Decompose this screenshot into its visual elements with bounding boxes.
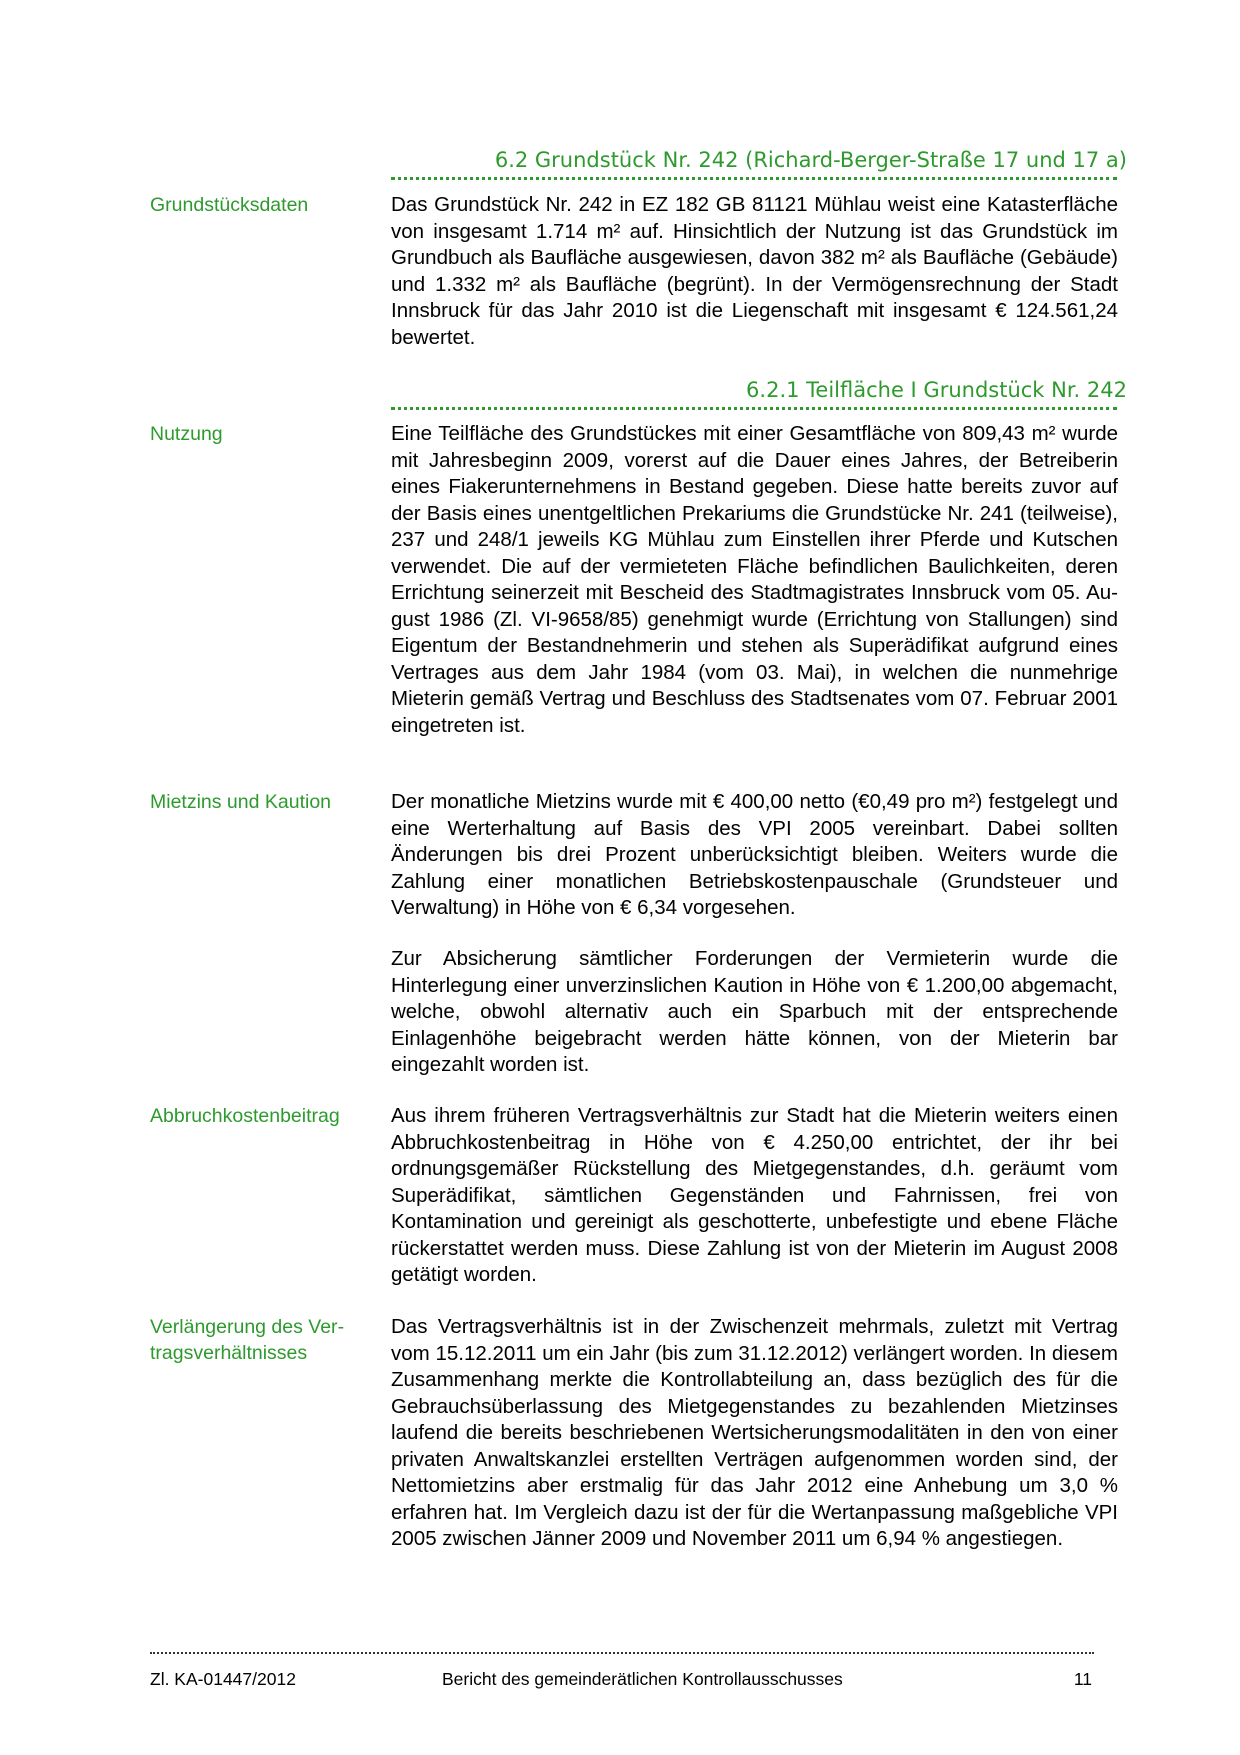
paragraph-verlaengerung: Das Vertragsverhältnis ist in der Zwischenzeit mehrmals, zuletzt mit Vertrag vom 15.12.2011 um ein Jahr (bis zum 31.12.2012) verlängert worden. In diesem Zusammenhang merkte die Kontrollabteilung an, dass bezüglich des für die Gebrauchsüberlassung des Mietgegenstandes zu bezahlenden Mietzinses laufend die bereits beschriebenen Wertsicherungsmodalitäten in den von einer privaten Anwaltskanzlei erstellten Verträgen aufgenommen worden sind, der Nettomietzins aber erstmalig für das Jahr 2012 eine Anhebung um 3,0 % erfahren hat. Im Vergleich dazu ist der für die Wertanpassung maßgebliche VPI 2005 zwischen Jänner 2009 und November 2011 um 6,94 % angestiegen. [391, 1315, 1118, 1550]
section-heading-rule [391, 177, 1117, 180]
page-number: 11 [1073, 1669, 1092, 1689]
footer-title: Bericht des gemeinderätlichen Kontrollausschusses [442, 1669, 843, 1689]
paragraph-nutzung: Eine Teilfläche des Grundstückes mit einer Gesamtfläche von 809,43 m² wurde mit Jahresbeginn 2009, vorerst auf die Dauer eines Jahres, der Betreiberin eines Fiakerunternehmens in Bestand gegeben. Diese hatte bereits zuvor auf der Basis eines unentgeltlichen Prekariums die Grundstücke Nr. 241 (teilweise), 237 und 248/1 jeweils KG Mühlau zum Einstellen ihrer Pferde und Kutschen verwendet. Die auf der vermieteten Fläche befindlichen Baulichkeiten, deren Errichtung seinerzeit mit Bescheid des Stadtmagistrates Innsbruck vom 05. August 1986 (Zl. VI-9658/85) genehmigt wurde (Errichtung von Stallungen) sind Eigentum der Bestandnehmerin und stehen als Superädifikat aufgrund eines Vertrages aus dem Jahr 1984 (vom 03. Mai), in welchen die nunmehrige Mieterin gemäß Vertrag und Beschluss des Stadtsenates vom 07. Februar 2001 eingetreten ist. [391, 422, 1118, 737]
paragraph-kaution: Zur Absicherung sämtlicher Forderungen der Vermieterin wurde die Hinterlegung einer unverzinslichen Kaution in Höhe von € 1.200,00 abgemacht, welche, obwohl alternativ auch ein Sparbuch mit der entsprechende Einlagenhöhe beigebracht werden hätte können, von der Mieterin bar eingezahlt worden ist. [391, 947, 1118, 1076]
paragraph-abbruchkostenbeitrag: Aus ihrem früheren Vertragsverhältnis zur Stadt hat die Mieterin weiters einen Abbruchkostenbeitrag in Höhe von € 4.250,00 entrichtet, der ihr bei ordnungsgemäßer Rückstellung des Mietgegenstandes, d.h. geräumt vom Superädifikat, sämtlichen Gegenständen und Fahrnissen, frei von Kontamination und gereinigt als geschotterte, unbefestigte und ebene Fläche rückerstattet werden muss. Diese Zahlung ist von der Mieterin im August 2008 getätigt worden. [391, 1104, 1118, 1286]
subsection-heading-rule [391, 407, 1117, 410]
subsection-heading: 6.2.1 Teilfläche I Grundstück Nr. 242 [746, 378, 1127, 402]
footer-reference: Zl. KA-01447/2012 [150, 1669, 296, 1689]
margin-label-nutzung: Nutzung [150, 423, 223, 445]
footer-rule [150, 1652, 1094, 1654]
margin-label-verlaengerung: Verlängerung des Vertragsverhältnisses [150, 1316, 345, 1364]
margin-label-mietzins-und-kaution: Mietzins und Kaution [150, 791, 332, 813]
paragraph-grundstuecksdaten: Das Grundstück Nr. 242 in EZ 182 GB 81121 Mühlau weist eine Katasterfläche von insgesamt 1.714 m² auf. Hinsichtlich der Nutzung ist das Grundstück im Grundbuch als Baufläche ausgewiesen, davon 382 m² als Baufläche (Gebäude) und 1.332 m² als Baufläche (begrünt). In der Vermögensrechnung der Stadt Innsbruck für das Jahr 2010 ist die Liegenschaft mit insgesamt € 124.561,24 bewertet. [391, 193, 1118, 349]
margin-label-grundstuecksdaten: Grundstücksdaten [150, 194, 309, 216]
paragraph-mietzins: Der monatliche Mietzins wurde mit € 400,00 netto (€0,49 pro m²) festgelegt und eine Werterhaltung auf Basis des VPI 2005 vereinbart. Dabei sollten Änderungen bis drei Prozent unberücksichtigt bleiben. Weiters wurde die Zahlung einer monatlichen Betriebskostenpauschale (Grundsteuer und Verwaltung) in Höhe von € 6,34 vorgesehen. [391, 790, 1118, 919]
section-heading: 6.2 Grundstück Nr. 242 (Richard-Berger-Straße 17 und 17 a) [494, 148, 1127, 172]
margin-label-abbruchkostenbeitrag: Abbruchkostenbeitrag [150, 1105, 340, 1127]
